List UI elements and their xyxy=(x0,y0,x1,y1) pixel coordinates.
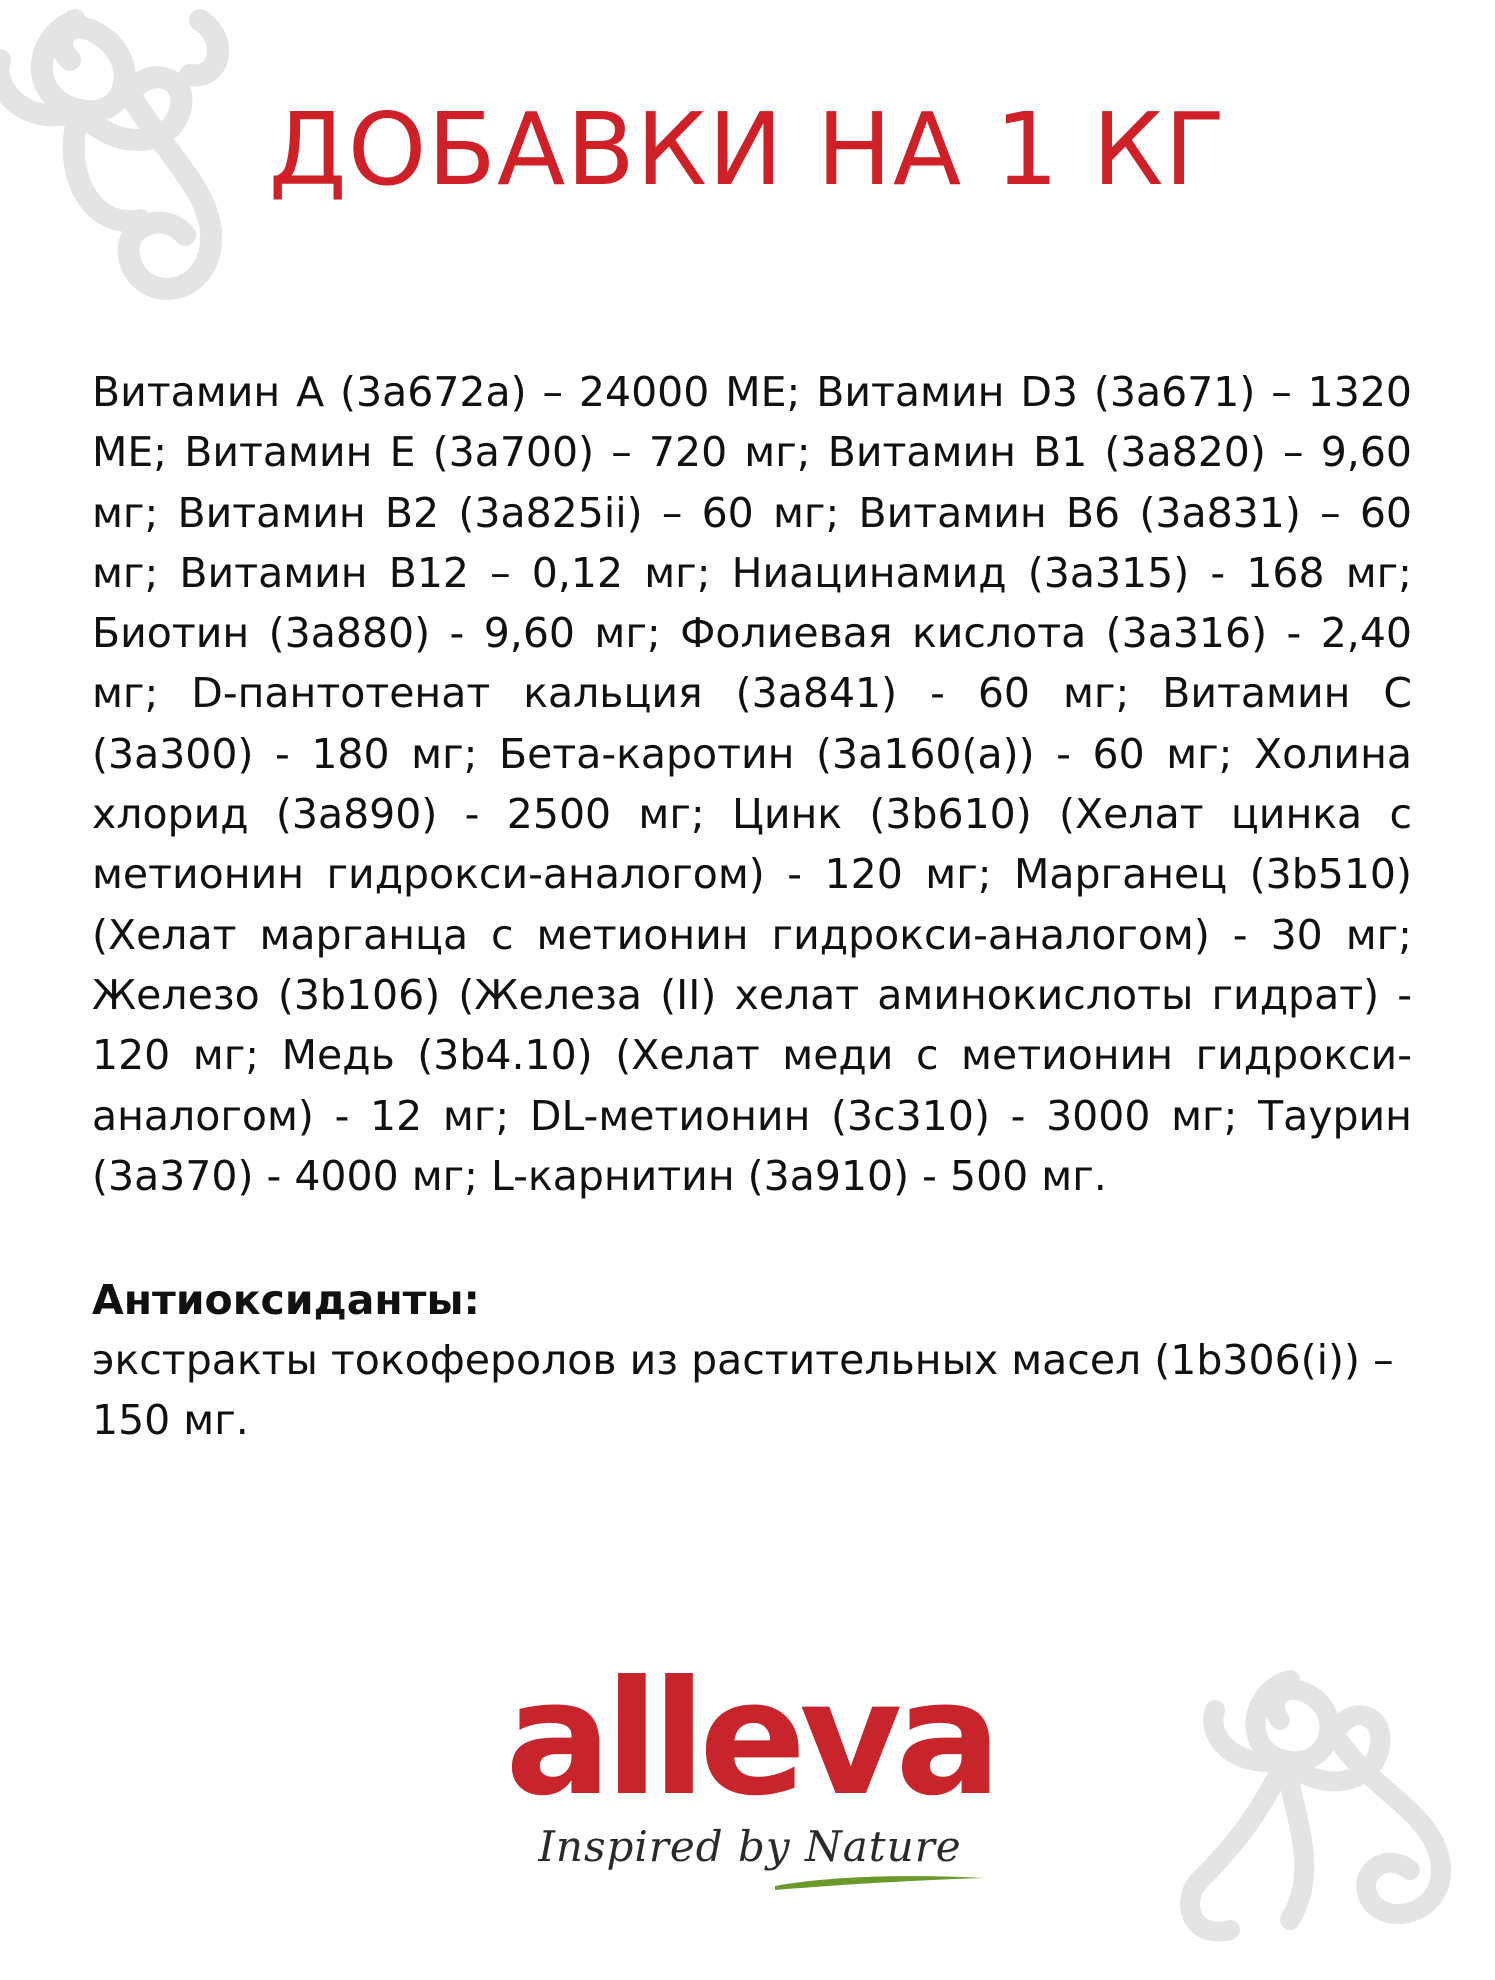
grass-swoosh-icon xyxy=(770,1868,990,1892)
brand-logo-wordmark: alleva xyxy=(505,1647,995,1831)
antioxidants-heading: Антиоксиданты: xyxy=(92,1276,480,1325)
additives-text: Витамин A (3a672a) – 24000 МЕ; Витамин D3 (3a671) – 1320 МЕ; Витамин Е (3a700) – 720 мг; Витамин B1 (3a820) – 9,60 мг; Витамин B2 (3a825ii) – 60 мг; Витамин B6 (3a831) – 60 мг; Витамин B12 – 0,12 мг; Ниацинамид (3a315) - 168 мг; Биотин (3a880) - 9,60 мг; Фолиевая кислота (3a316) - 2,40 мг; D-пантотенат кальция (3a841) - 60 мг; Витамин C (3a300) - 180 мг; Бета-каротин (3a160(a)) - 60 мг; Холина хлорид (3a890) - 2500 мг; Цинк (3b610) (Хелат цинка с метионин гидрокси-аналогом) - 120 мг; Марганец (3b510) (Хелат марганца с метионин гидрокси-аналогом) - 30 мг; Железо (3b106) (Железа (II) хелат аминокислоты гидрат) - 120 мг; Медь (3b4.10) (Хелат меди с метионин гидрокси-аналогом) - 12 мг; DL-метионин (3c310) - 3000 мг; Таурин (3a370) - 4000 мг; L-карнитин (3a910) - 500 мг. xyxy=(92,368,1412,1200)
page-title: ДОБАВКИ НА 1 КГ xyxy=(268,91,1227,208)
brand-tagline: Inspired by Nature xyxy=(538,1822,962,1871)
antioxidants-text: экстракты токоферолов из растительных масел (1b306(i)) – 150 мг. xyxy=(92,1336,1394,1445)
content-block xyxy=(92,362,1412,1450)
brand-logo xyxy=(470,1647,1030,1900)
decorative-swirl-bottom-right xyxy=(1170,1620,1495,1980)
